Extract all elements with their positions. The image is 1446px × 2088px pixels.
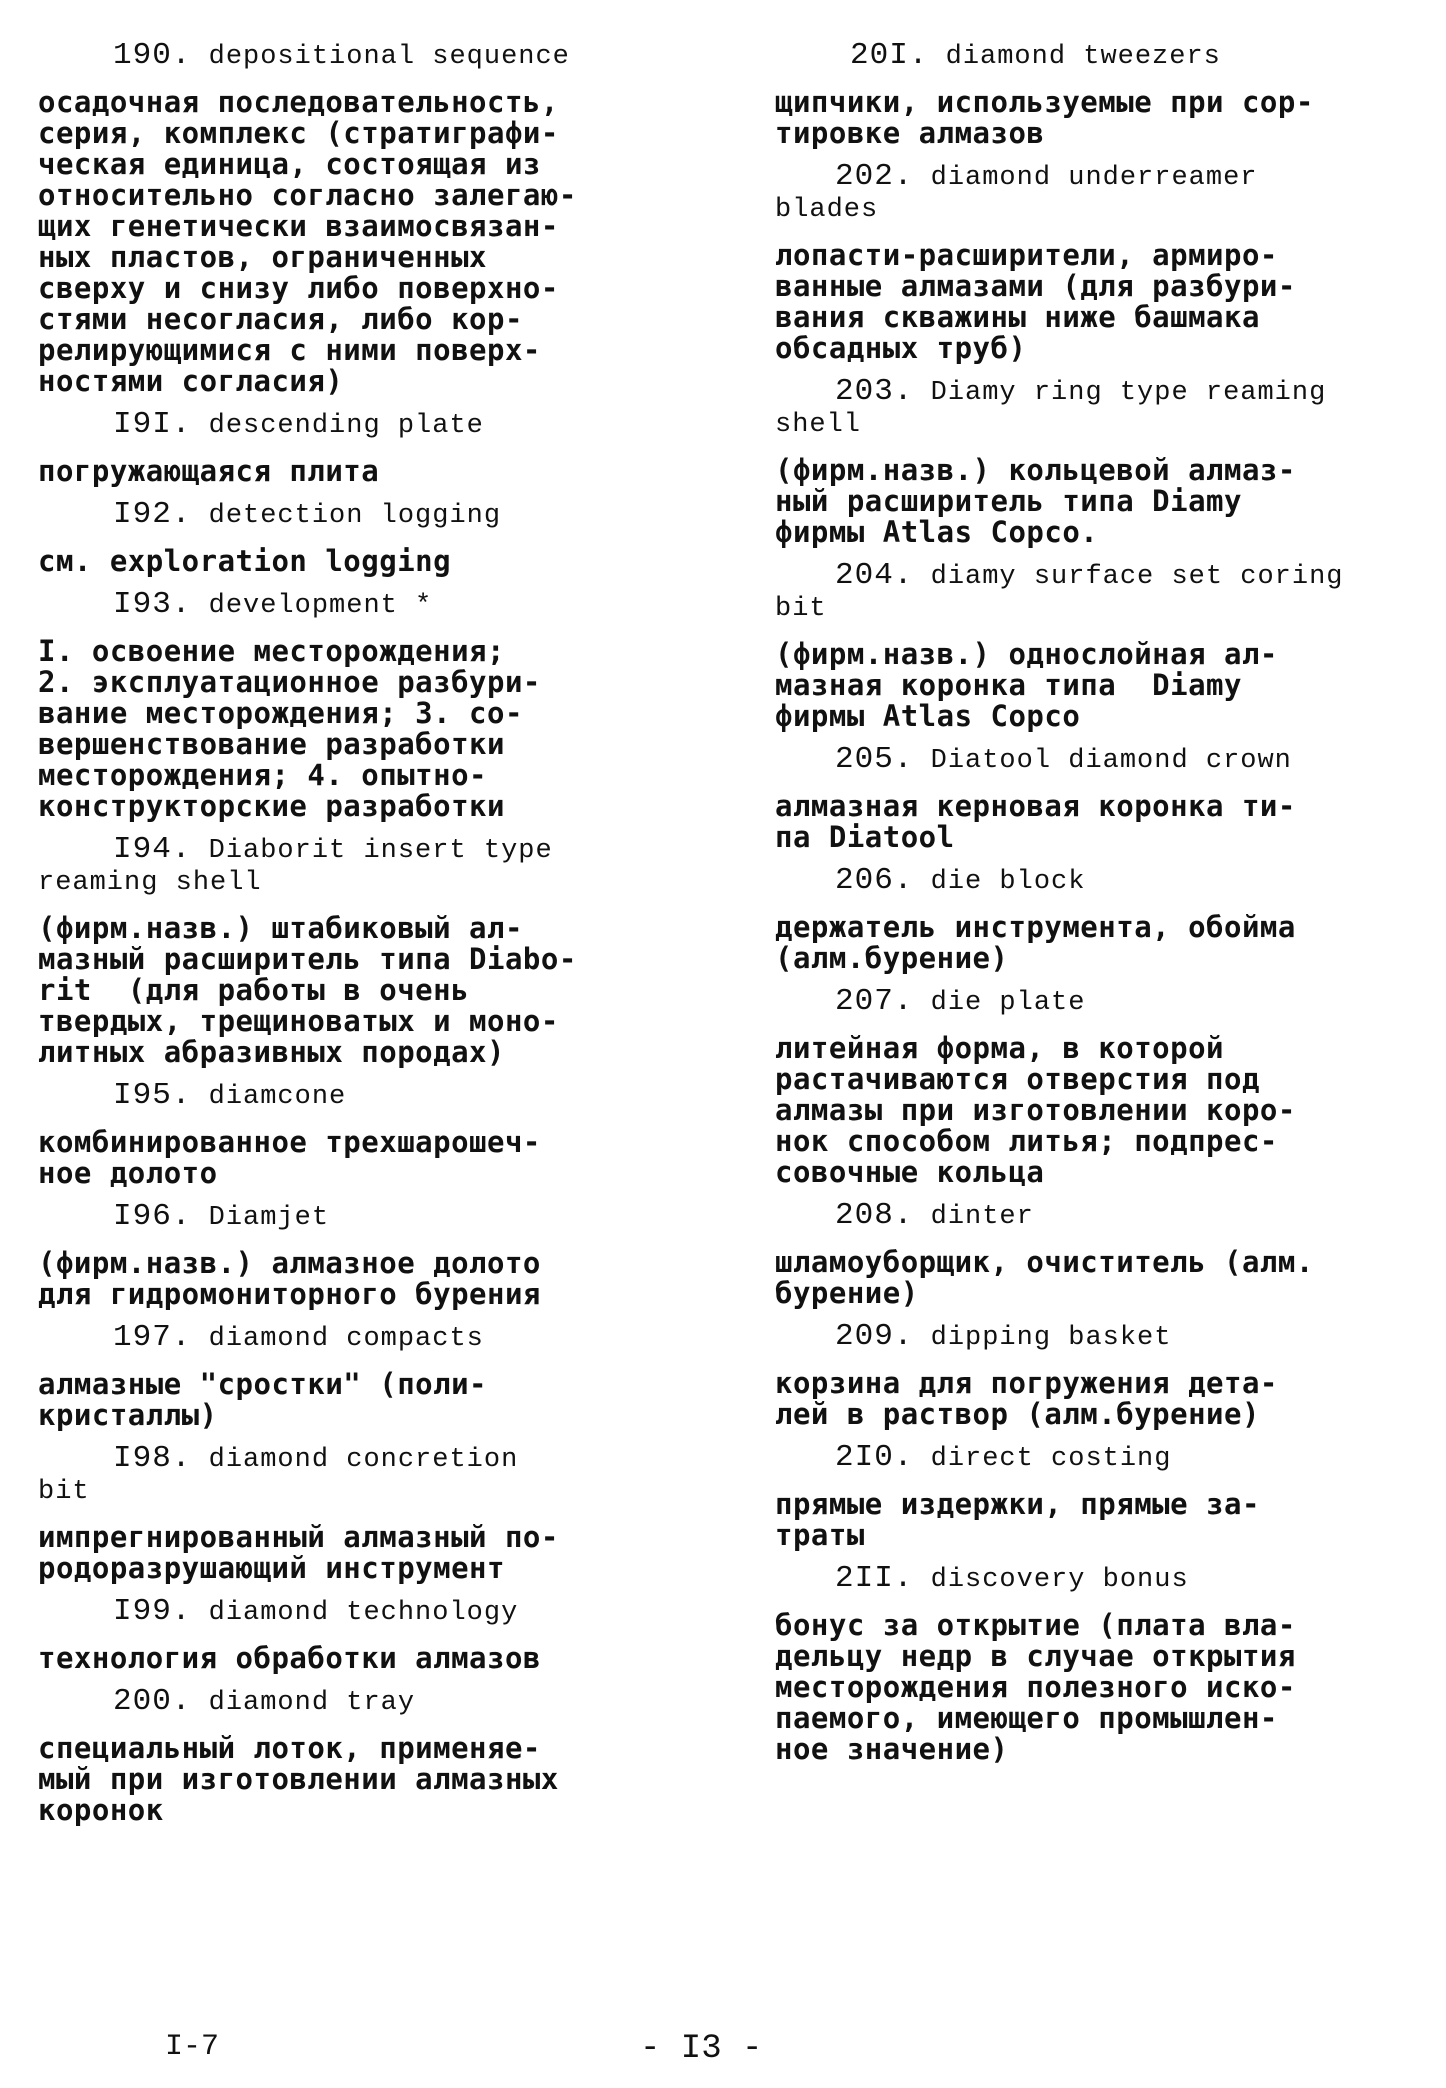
entry-definition: шламоуборщик, очиститель (алм. бурение): [775, 1245, 1314, 1310]
entry-204: [775, 560, 1415, 732]
entry-term: diamcone: [208, 1082, 347, 1112]
entry-198: [38, 1443, 678, 1584]
entry-term: depositional sequence: [208, 42, 570, 72]
entry-definition: специальный лоток, применяе- мый при изготовлении алмазных коронок: [38, 1731, 559, 1827]
entry-193: [38, 589, 678, 822]
entry-number: 207.: [835, 984, 914, 1019]
entry-term: diamond compacts: [208, 1324, 484, 1354]
entry-195: [38, 1080, 678, 1189]
entry-definition: щипчики, используемые при сор- тировке алмазов: [775, 85, 1314, 150]
entry-term: descending plate: [208, 411, 484, 441]
entry-number: I95.: [113, 1078, 192, 1113]
entry-number: 203.: [835, 374, 914, 409]
entry-206: [775, 865, 1415, 974]
entry-term: dinter: [930, 1202, 1034, 1232]
entry-number: 208.: [835, 1198, 914, 1233]
entry-number: I99.: [113, 1594, 192, 1629]
entry-number: 2I0.: [835, 1440, 914, 1475]
entry-202: [775, 161, 1415, 364]
entry-definition: погружающаяся плита: [38, 454, 380, 488]
entry-200: [38, 1686, 678, 1826]
entry-definition: литейная форма, в которой растачиваются отверстия под алмазы при изготовлении коро- нок способом литья; подпрес- совочные кольца: [775, 1031, 1296, 1189]
entry-definition: (фирм.назв.) алмазное долото для гидромониторного бурения: [38, 1246, 541, 1311]
entry-definition: (фирм.назв.) однослойная ал- мазная коронка типа Diamy фирмы Atlas Copco: [775, 637, 1278, 733]
entry-number: I94.: [113, 832, 192, 867]
entry-number: I92.: [113, 497, 192, 532]
page-number: - I3 -: [640, 2030, 763, 2068]
entry-definition: комбинированное трехшарошеч- ное долото: [38, 1125, 541, 1190]
entry-term: Diaborit insert type reaming shell: [38, 836, 553, 898]
entry-number: I9I.: [113, 407, 192, 442]
entry-definition: алмазная керновая коронка ти- па Diatool: [775, 789, 1296, 854]
entry-209: [775, 1321, 1415, 1430]
entry-197: [38, 1322, 678, 1431]
entry-210: [775, 1442, 1415, 1551]
entry-211: [775, 1563, 1415, 1765]
entry-definition: алмазные "сростки" (поли- кристаллы): [38, 1367, 487, 1432]
entry-term: diamond tweezers: [945, 42, 1221, 72]
entry-number: I96.: [113, 1199, 192, 1234]
entry-definition: I. освоение месторождения; 2. эксплуатационное разбури- вание месторождения; 3. со- вершенствование разработки месторождения; 4. опытно- конструкторские разработки: [38, 634, 541, 823]
entry-number: 197.: [113, 1320, 192, 1355]
entry-term: discovery bonus: [930, 1565, 1189, 1595]
entry-205: [775, 744, 1415, 853]
entry-201: [775, 40, 1415, 149]
entry-definition: импрегнированный алмазный по- родоразрушающий инструмент: [38, 1520, 559, 1585]
entry-number: 20I.: [850, 38, 929, 73]
entry-number: 206.: [835, 863, 914, 898]
entry-190: [38, 40, 678, 397]
entry-207: [775, 986, 1415, 1188]
entry-number: 202.: [835, 159, 914, 194]
entry-number: I93.: [113, 587, 192, 622]
entry-definition: (фирм.назв.) штабиковый ал- мазный расширитель типа Diabo- rit (для работы в очень твердых, трещиноватых и моно- литных абразивных породах): [38, 911, 577, 1069]
entry-term: Diamy ring type reaming shell: [775, 378, 1327, 440]
entry-definition: держатель инструмента, обойма (алм.бурение): [775, 910, 1296, 975]
entry-196: [38, 1201, 678, 1310]
entry-term: direct costing: [930, 1444, 1172, 1474]
entry-term: Diatool diamond crown: [930, 746, 1292, 776]
entry-definition: лопасти-расширители, армиро- ванные алмазами (для разбури- вания скважины ниже башмака обсадных труб): [775, 238, 1296, 365]
entry-number: I98.: [113, 1441, 192, 1476]
entry-term: diamond technology: [208, 1598, 519, 1628]
entry-term: dipping basket: [930, 1323, 1172, 1353]
entry-199: [38, 1596, 678, 1674]
entry-number: 205.: [835, 742, 914, 777]
entry-term: Diamjet: [208, 1203, 330, 1233]
entry-191: [38, 409, 678, 487]
entry-194: [38, 834, 678, 1068]
entry-192: [38, 499, 678, 577]
entry-208: [775, 1200, 1415, 1309]
left-column: [38, 30, 678, 1838]
entry-number: 200.: [113, 1684, 192, 1719]
entry-number: 209.: [835, 1319, 914, 1354]
sheet-mark: I-7: [165, 2030, 220, 2064]
entry-definition: (фирм.назв.) кольцевой алмаз- ный расширитель типа Diamy фирмы Atlas Copco.: [775, 453, 1296, 549]
entry-definition: корзина для погружения дета- лей в раствор (алм.бурение): [775, 1366, 1278, 1431]
entry-term: detection logging: [208, 501, 502, 531]
entry-term: diamond underreamer blades: [775, 163, 1258, 225]
entry-definition: прямые издержки, прямые за- траты: [775, 1487, 1260, 1552]
entry-definition: осадочная последовательность, серия, комплекс (стратиграфи- ческая единица, состоящая из относительно согласно залегаю- щих генетически взаимосвязан- ных пластов, ограниченных сверху и снизу либо поверхно- стями несогласия, либо кор- релирующимися с ними поверх- ностями согласия): [38, 85, 577, 398]
entry-203: [775, 376, 1415, 548]
entry-definition: бонус за открытие (плата вла- дельцу недр в случае открытия месторождения полезного иско- паемого, имеющего промышлен- ное значение): [775, 1608, 1296, 1766]
entry-term: die block: [930, 867, 1086, 897]
entry-definition: технология обработки алмазов: [38, 1641, 541, 1675]
entry-number: 204.: [835, 558, 914, 593]
entry-number: 190.: [113, 38, 192, 73]
entry-term: development *: [208, 591, 433, 621]
entry-term: diamy surface set coring bit: [775, 562, 1344, 624]
entry-definition: см. exploration logging: [38, 544, 452, 578]
entry-term: die plate: [930, 988, 1086, 1018]
entry-term: diamond concretion bit: [38, 1445, 519, 1507]
entry-term: diamond tray: [208, 1688, 416, 1718]
entry-number: 2II.: [835, 1561, 914, 1596]
right-column: [775, 30, 1415, 1777]
